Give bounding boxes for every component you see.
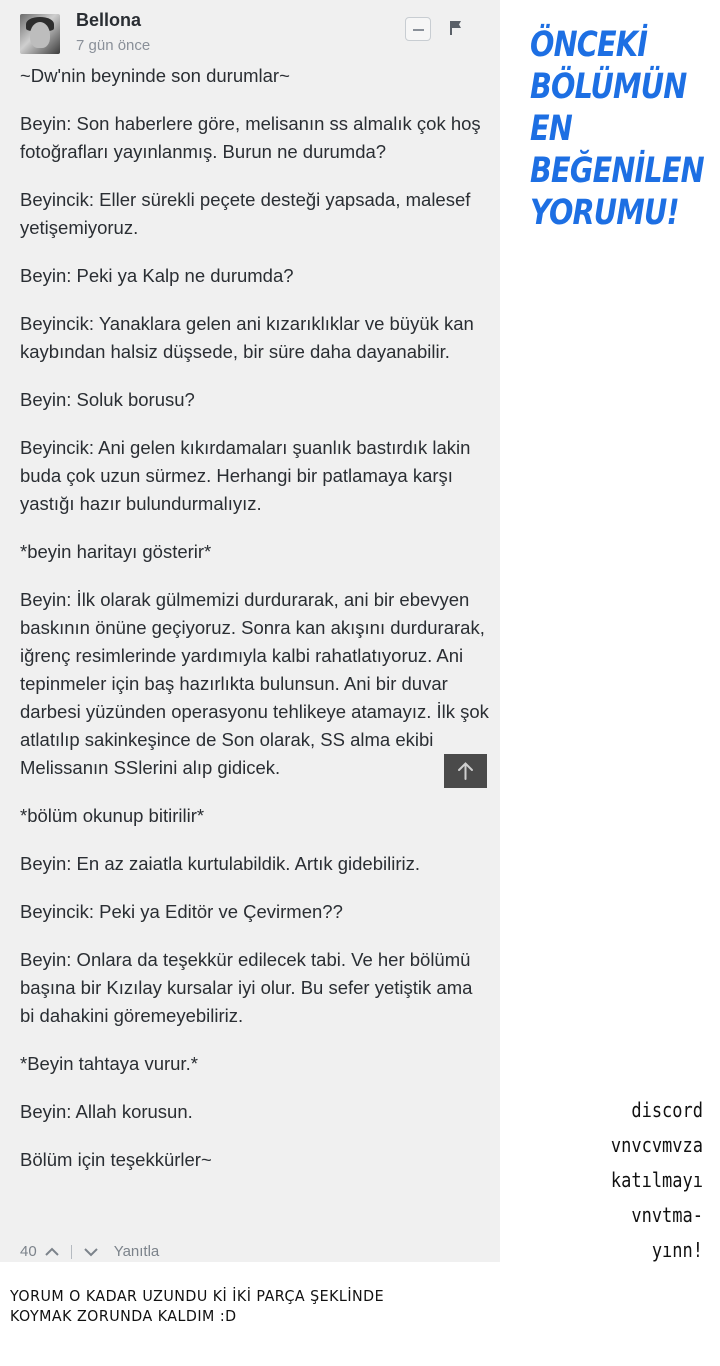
comment-paragraph: Beyincik: Ani gelen kıkırdamaları şuanlık bastırdık lakin buda çok uzun sürmez. Herhangi bir patlamaya karşı yastığı hazır bulundurmalıyız. [20, 437, 471, 514]
comment-paragraph: Beyin: Allah korusun. [20, 1101, 193, 1122]
user-avatar[interactable] [20, 14, 60, 54]
comment-paragraph: *bölüm okunup bitirilir* [20, 805, 205, 826]
headline-line: BEĞENİLEN [530, 151, 704, 191]
comment-paragraph: ~Dw'nin beyninde son durumlar~ [20, 65, 290, 86]
comment-body [20, 62, 490, 1194]
comment-paragraph: Beyin: Onlara da teşekkür edilecek tabi. Ve her bölümü başına bir Kızılay kursalar iyi olur. Bu sefer yetiştik ama bi dahakini göremeyebiliriz. [20, 949, 473, 1026]
scroll-top-button[interactable] [444, 754, 487, 788]
discord-line: vnvtma- [631, 1203, 703, 1227]
comment-paragraph: Beyincik: Yanaklara gelen ani kızarıklıklar ve büyük kan kaybından halsiz düşsede, bir süre daha dayanabilir. [20, 313, 474, 362]
arrow-up-icon [444, 754, 487, 788]
bottom-note-line: YORUM O KADAR UZUNDU Kİ İKİ PARÇA ŞEKLİNDE [10, 1287, 385, 1305]
discord-line: vnvcvmvza [610, 1133, 703, 1157]
bottom-note [10, 1286, 542, 1326]
minus-icon [413, 29, 424, 31]
reply-link[interactable]: Yanıtla [113, 1243, 160, 1260]
bottom-note-line: KOYMAK ZORUNDA KALDIM :D [10, 1307, 237, 1325]
comment-paragraph: Beyin: Soluk borusu? [20, 389, 195, 410]
comment-paragraph: Bölüm için teşekkürler~ [20, 1149, 212, 1170]
footer-divider [71, 1245, 72, 1259]
comment-paragraph: Beyin: Son haberlere göre, melisanın ss almalık çok hoş fotoğrafları yayınlanmış. Burun ne durumda? [20, 113, 481, 162]
comment-paragraph: Beyin: İlk olarak gülmemizi durdurarak, ani bir ebevyen baskının önüne geçiyoruz. Sonra kan akışını durdurarak, iğrenç resimlerinde yardımıyla kalbi rahatlatıyoruz. Ani tepinmeler için baş hazırlıkta bulunsun. Ani bir duvar darbesi yüzünden operasyonu tehlikeye atamayız. İlk şok atlatılıp sakinkeşince de Son olarak, SS alma ekibi Melissanın SSlerini alıp gidicek. [20, 589, 489, 778]
comment-paragraph: *Beyin tahtaya vurur.* [20, 1053, 198, 1074]
comment-timestamp[interactable]: 7 gün önce [76, 37, 151, 54]
avatar-face [30, 22, 50, 48]
discord-line: katılmayı [610, 1168, 703, 1192]
chevron-up-icon[interactable] [43, 1245, 61, 1259]
comment-paragraph: *beyin haritayı gösterir* [20, 541, 212, 562]
comment-paragraph: Beyin: En az zaiatla kurtulabildik. Artık gidebiliriz. [20, 853, 420, 874]
comment-paragraph: Beyincik: Peki ya Editör ve Çevirmen?? [20, 901, 343, 922]
chevron-down-icon[interactable] [82, 1245, 100, 1259]
comment-paragraph: Beyincik: Eller sürekli peçete desteği yapsada, malesef yetişemiyoruz. [20, 189, 471, 238]
comment-footer [20, 1243, 159, 1260]
flag-icon[interactable] [449, 20, 463, 36]
discord-line: yınn! [651, 1238, 703, 1262]
headline-line: BÖLÜMÜN EN [530, 67, 687, 149]
collapse-button[interactable] [405, 17, 431, 41]
discord-line: discord [631, 1098, 703, 1122]
comment-paragraph: Beyin: Peki ya Kalp ne durumda? [20, 265, 294, 286]
discord-note [567, 1093, 703, 1268]
comment-author[interactable]: Bellona [76, 10, 142, 30]
headline-line: YORUMU! [530, 193, 679, 233]
headline-note [530, 24, 704, 234]
vote-count: 40 [20, 1243, 37, 1260]
headline-line: ÖNCEKİ [530, 25, 648, 65]
